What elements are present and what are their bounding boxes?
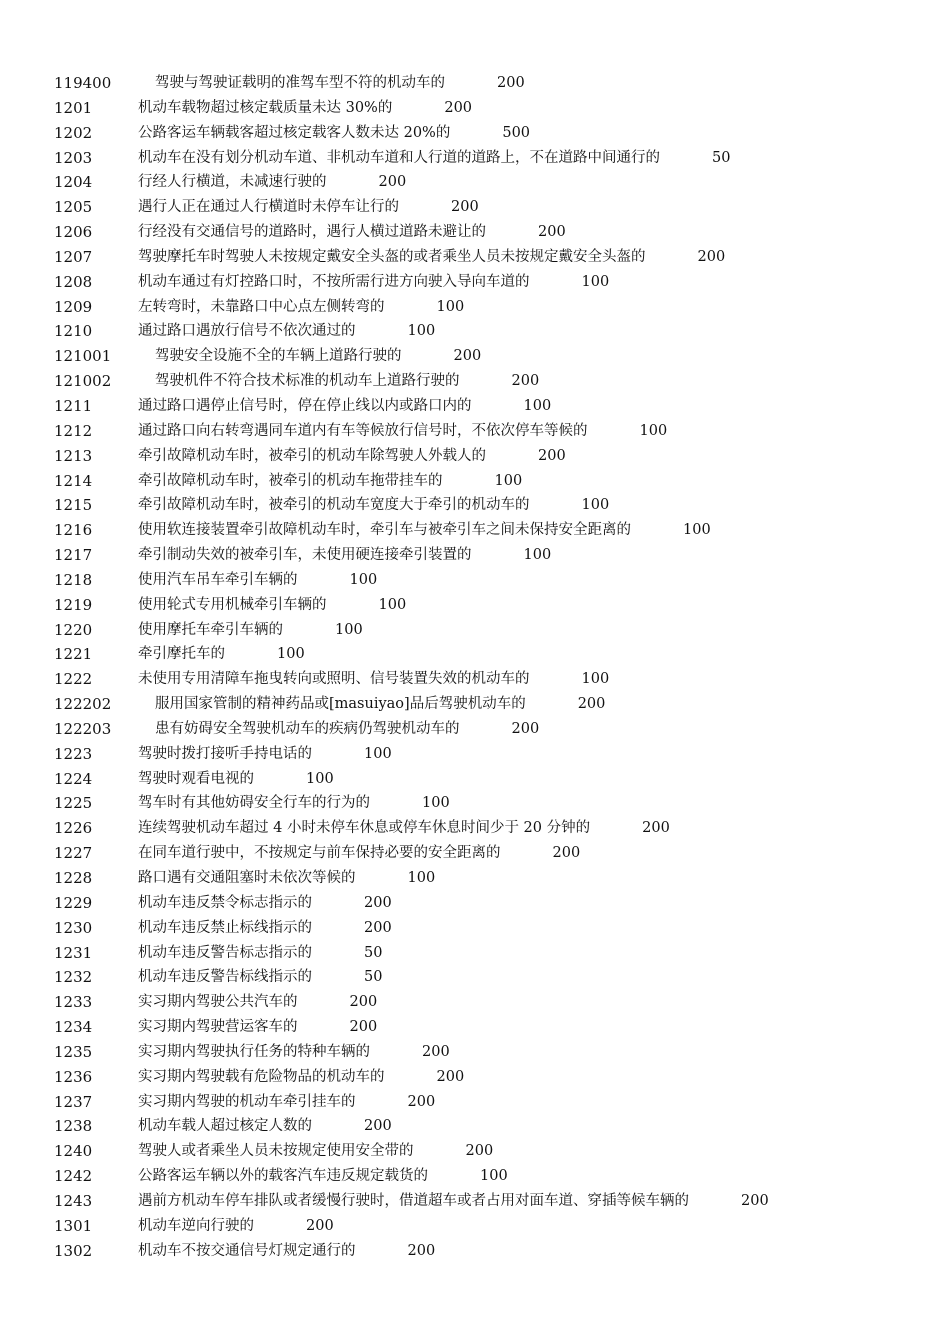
list-item [54, 692, 924, 717]
violation-code: 1224 [54, 769, 93, 788]
list-item [54, 941, 924, 966]
violation-code: 1216 [54, 521, 93, 540]
violation-code: 121002 [54, 372, 112, 391]
violation-description [138, 518, 711, 543]
violation-code: 1209 [54, 297, 93, 316]
fine-amount: 200 [364, 919, 392, 936]
violation-description [155, 71, 525, 96]
list-item [54, 916, 924, 941]
list-item [54, 791, 924, 816]
violation-description-text: 实习期内驾驶营运客车的 [138, 1019, 298, 1036]
violation-description [138, 941, 382, 966]
violation-description-text: 实习期内驾驶公共汽车的 [138, 994, 298, 1011]
violation-description [138, 1214, 334, 1239]
violation-description [138, 866, 435, 891]
fine-amount: 100 [378, 596, 407, 613]
list-item [54, 493, 924, 518]
violation-description-text: 使用摩托车牵引车辆的 [138, 621, 283, 638]
violation-description-text: 驾驶时拨打接听手持电话的 [138, 745, 312, 762]
violation-list [54, 71, 924, 1264]
violation-code: 1227 [54, 844, 93, 863]
violation-description-text: 路口遇有交通阻塞时未依次等候的 [138, 870, 356, 886]
violation-description [138, 568, 377, 593]
violation-description-text: 驾驶机件不符合技术标准的机动车上道路行驶的 [155, 373, 460, 390]
violation-description-text: 实习期内驾驶载有危险物品的机动车的 [138, 1068, 385, 1085]
fine-amount: 200 [497, 75, 525, 91]
violation-code: 1219 [54, 595, 93, 614]
violation-description [138, 642, 305, 667]
violation-description [138, 791, 450, 816]
list-item [54, 1189, 924, 1214]
violation-code: 1210 [54, 322, 93, 341]
list-item [54, 1015, 924, 1040]
list-item [54, 891, 924, 916]
violation-description-text: 患有妨碍安全驾驶机动车的疾病仍驾驶机动车的 [155, 720, 460, 737]
fine-amount: 200 [642, 820, 670, 837]
violation-description-text: 遇行人正在通过人行横道时未停车让行的 [138, 199, 399, 216]
fine-amount: 200 [349, 994, 378, 1011]
fine-amount: 200 [349, 1019, 378, 1036]
list-item [54, 642, 924, 667]
violation-description [138, 767, 334, 792]
violation-description [138, 419, 667, 444]
fine-amount: 200 [422, 1043, 450, 1060]
violation-description-text: 机动车通过有灯控路口时，不按所需行进方向驶入导向车道的 [138, 273, 530, 290]
violation-description-text: 牵引故障机动车时，被牵引的机动车宽度大于牵引的机动车的 [138, 497, 530, 514]
violation-code: 1242 [54, 1167, 93, 1186]
violation-description-text: 机动车违反禁令标志指示的 [138, 894, 312, 911]
violation-code: 1222 [54, 670, 93, 689]
list-item [54, 1239, 924, 1264]
violation-code: 1203 [54, 148, 93, 167]
violation-code: 1217 [54, 546, 93, 565]
violation-code: 1208 [54, 272, 93, 291]
violation-description-text: 行经人行横道，未减速行驶的 [138, 174, 327, 191]
violation-description-text: 在同车道行驶中，不按规定与前车保持必要的安全距离的 [138, 845, 501, 862]
violation-description-text: 使用汽车吊车牵引车辆的 [138, 571, 298, 588]
violation-description [138, 816, 670, 841]
violation-code: 1231 [54, 943, 93, 962]
violation-description-text: 牵引故障机动车时，被牵引的机动车拖带挂车的 [138, 472, 443, 489]
violation-description [155, 717, 539, 742]
violation-description-text: 使用软连接装置牵引故障机动车时，牵引车与被牵引车之间未保持安全距离的 [138, 522, 631, 539]
violation-description [138, 1239, 435, 1264]
violation-code: 1232 [54, 968, 93, 987]
list-item [54, 369, 924, 394]
list-item [54, 543, 924, 568]
list-item [54, 146, 924, 171]
violation-description [138, 220, 566, 245]
violation-description-text: 通过路口向右转弯遇同车道内有车等候放行信号时，不依次停车等候的 [138, 422, 588, 439]
violation-code: 1235 [54, 1042, 93, 1061]
list-item [54, 568, 924, 593]
violation-code: 1221 [54, 645, 93, 664]
fine-amount: 100 [436, 298, 465, 315]
violation-code: 1225 [54, 794, 93, 813]
violation-description [138, 319, 435, 344]
fine-amount: 100 [422, 795, 450, 812]
violation-description-text: 驾驶安全设施不全的车辆上道路行驶的 [155, 348, 402, 365]
fine-amount: 200 [577, 696, 606, 713]
violation-description-text: 牵引摩托车的 [138, 646, 225, 663]
fine-amount: 200 [364, 1118, 392, 1135]
list-item [54, 841, 924, 866]
fine-amount: 200 [538, 447, 566, 464]
list-item [54, 469, 924, 494]
violation-description [138, 146, 730, 171]
violation-description-text: 实习期内驾驶的机动车牵引挂车的 [138, 1093, 356, 1110]
violation-code: 1220 [54, 620, 93, 639]
list-item [54, 866, 924, 891]
fine-amount: 50 [364, 969, 383, 986]
violation-code: 1213 [54, 446, 93, 465]
list-item [54, 593, 924, 618]
violation-description [138, 1015, 377, 1040]
violation-code: 119400 [54, 74, 112, 92]
fine-amount: 100 [581, 671, 610, 688]
violation-code: 121001 [54, 347, 112, 366]
violation-description [138, 295, 464, 320]
violation-code: 1215 [54, 496, 93, 515]
fine-amount: 100 [494, 472, 523, 489]
violation-code: 1201 [54, 98, 93, 117]
list-item [54, 1040, 924, 1065]
list-item [54, 717, 924, 742]
list-item [54, 1214, 924, 1239]
fine-amount: 100 [306, 770, 334, 787]
fine-amount: 200 [741, 1192, 769, 1209]
violation-description-text: 使用轮式专用机械牵引车辆的 [138, 596, 327, 613]
violation-description [138, 1040, 450, 1065]
violation-description [138, 394, 551, 419]
list-item [54, 170, 924, 195]
fine-amount: 200 [436, 1068, 465, 1085]
violation-description-text: 牵引制动失效的被牵引车，未使用硬连接牵引装置的 [138, 547, 472, 564]
fine-amount: 200 [511, 720, 540, 737]
violation-description-text: 机动车违反禁止标线指示的 [138, 919, 312, 936]
violation-description [155, 369, 539, 394]
violation-description [138, 1189, 769, 1214]
violation-description-text: 机动车在没有划分机动车道、非机动车道和人行道的道路上，不在道路中间通行的 [138, 149, 660, 166]
fine-amount: 100 [523, 547, 552, 564]
violation-description-text: 左转弯时，未靠路口中心点左侧转弯的 [138, 298, 385, 315]
fine-amount: 100 [335, 621, 363, 638]
fine-amount: 100 [407, 870, 436, 886]
violation-description-text: 牵引故障机动车时，被牵引的机动车除驾驶人外载人的 [138, 447, 486, 464]
list-item [54, 195, 924, 220]
fine-amount: 200 [538, 224, 566, 241]
violation-description-text: 行经没有交通信号的道路时，遇行人横过道路未避让的 [138, 224, 486, 241]
fine-amount: 200 [364, 894, 392, 911]
list-item [54, 245, 924, 270]
fine-amount: 100 [407, 323, 436, 340]
list-item [54, 990, 924, 1015]
violation-code: 1204 [54, 173, 93, 192]
violation-code: 1301 [54, 1216, 93, 1235]
list-item [54, 270, 924, 295]
violation-description [138, 1065, 464, 1090]
violation-description [138, 493, 609, 518]
violation-description-text: 驾驶人或者乘坐人员未按规定使用安全带的 [138, 1143, 414, 1160]
violation-description-text: 遇前方机动车停车排队或者缓慢行驶时，借道超车或者占用对面车道、穿插等候车辆的 [138, 1192, 689, 1209]
violation-code: 1207 [54, 247, 93, 266]
violation-description [138, 1139, 493, 1164]
list-item [54, 1164, 924, 1189]
violation-description [138, 245, 725, 270]
violation-code: 1226 [54, 819, 93, 838]
violation-code: 1230 [54, 918, 93, 937]
list-item [54, 394, 924, 419]
list-item [54, 96, 924, 121]
fine-amount: 50 [712, 149, 731, 166]
list-item [54, 295, 924, 320]
violation-description-text: 连续驾驶机动车超过 4 小时未停车休息或停车休息时间少于 20 分钟的 [138, 820, 591, 837]
fine-amount: 100 [364, 745, 392, 762]
violation-code: 1206 [54, 223, 93, 242]
violation-description [155, 692, 605, 717]
list-item [54, 965, 924, 990]
list-item [54, 618, 924, 643]
violation-description-text: 实习期内驾驶执行任务的特种车辆的 [138, 1043, 370, 1060]
violation-description-text: 驾驶与驾驶证载明的准驾车型不符的机动车的 [155, 75, 445, 91]
fine-amount: 200 [444, 99, 473, 116]
violation-description [138, 965, 382, 990]
list-item [54, 518, 924, 543]
violation-description [138, 121, 530, 146]
violation-code: 122203 [54, 719, 112, 738]
fine-amount: 100 [683, 522, 711, 539]
violation-description [138, 742, 392, 767]
violation-code: 1229 [54, 893, 93, 912]
violation-description-text: 机动车不按交通信号灯规定通行的 [138, 1242, 356, 1259]
violation-description [138, 593, 406, 618]
violation-code: 1228 [54, 869, 93, 887]
violation-description [138, 469, 522, 494]
violation-description-text: 驾驶时观看电视的 [138, 770, 254, 787]
violation-code: 1205 [54, 198, 93, 217]
fine-amount: 200 [465, 1143, 494, 1160]
violation-description [155, 344, 481, 369]
fine-amount: 100 [639, 422, 668, 439]
list-item [54, 71, 924, 96]
violation-code: 1218 [54, 570, 93, 589]
violation-description-text: 公路客运车辆载客超过核定载客人数未达 20%的 [138, 124, 451, 141]
violation-code: 1212 [54, 421, 93, 440]
violation-code: 1237 [54, 1092, 93, 1111]
list-item [54, 1139, 924, 1164]
list-item [54, 1114, 924, 1139]
list-item [54, 319, 924, 344]
violation-description-text: 机动车载物超过核定载质量未达 30%的 [138, 99, 393, 116]
violation-description [138, 444, 566, 469]
violation-description [138, 841, 580, 866]
violation-description [138, 270, 609, 295]
violation-code: 1243 [54, 1191, 93, 1210]
fine-amount: 100 [277, 646, 305, 663]
fine-amount: 200 [306, 1217, 334, 1234]
fine-amount: 200 [697, 248, 726, 265]
violation-description-text: 驾车时有其他妨碍安全行车的行为的 [138, 795, 370, 812]
violation-code: 1240 [54, 1142, 93, 1161]
list-item [54, 419, 924, 444]
violation-code: 1302 [54, 1241, 93, 1260]
violation-description [138, 916, 392, 941]
list-item [54, 121, 924, 146]
violation-code: 1238 [54, 1117, 93, 1136]
list-item [54, 220, 924, 245]
fine-amount: 100 [523, 397, 552, 414]
violation-description-text: 驾驶摩托车时驾驶人未按规定戴安全头盔的或者乘坐人员未按规定戴安全头盔的 [138, 248, 646, 265]
violation-description [138, 170, 406, 195]
list-item [54, 742, 924, 767]
list-item [54, 667, 924, 692]
violation-description-text: 服用国家管制的精神药品或[masuiyao]品后驾驶机动车的 [155, 696, 526, 713]
fine-amount: 200 [407, 1093, 436, 1110]
violation-description [138, 1114, 392, 1139]
fine-amount: 100 [349, 571, 378, 588]
violation-description [138, 1164, 508, 1189]
list-item [54, 1090, 924, 1115]
fine-amount: 200 [511, 373, 540, 390]
fine-amount: 500 [502, 124, 531, 141]
fine-amount: 200 [378, 174, 407, 191]
violation-description [138, 195, 479, 220]
list-item [54, 344, 924, 369]
violation-code: 1214 [54, 471, 93, 490]
violation-description-text: 通过路口遇放行信号不依次通过的 [138, 323, 356, 340]
violation-code: 122202 [54, 695, 112, 714]
violation-description [138, 990, 377, 1015]
violation-description [138, 667, 609, 692]
violation-description-text: 通过路口遇停止信号时，停在停止线以内或路口内的 [138, 397, 472, 414]
violation-description [138, 618, 363, 643]
violation-description-text: 机动车载人超过核定人数的 [138, 1118, 312, 1135]
fine-amount: 50 [364, 944, 383, 961]
fine-amount: 200 [407, 1242, 436, 1259]
violation-code: 1211 [54, 396, 93, 415]
fine-amount: 100 [581, 497, 610, 514]
fine-amount: 200 [453, 348, 482, 365]
violation-description-text: 未使用专用清障车拖曳转向或照明、信号装置失效的机动车的 [138, 671, 530, 688]
list-item [54, 1065, 924, 1090]
violation-code: 1233 [54, 993, 93, 1012]
fine-amount: 200 [451, 199, 479, 216]
violation-description [138, 1090, 435, 1115]
fine-amount: 200 [552, 845, 581, 862]
violation-description-text: 公路客运车辆以外的载客汽车违反规定载货的 [138, 1168, 428, 1185]
fine-amount: 100 [480, 1168, 508, 1185]
list-item [54, 444, 924, 469]
fine-amount: 100 [581, 273, 610, 290]
violation-description-text: 机动车逆向行驶的 [138, 1217, 254, 1234]
violation-code: 1234 [54, 1018, 93, 1037]
list-item [54, 767, 924, 792]
violation-description [138, 96, 472, 121]
violation-code: 1223 [54, 744, 93, 763]
violation-description [138, 543, 551, 568]
violation-description-text: 机动车违反警告标志指示的 [138, 944, 312, 961]
violation-description [138, 891, 392, 916]
violation-code: 1202 [54, 123, 93, 142]
violation-code: 1236 [54, 1067, 93, 1086]
list-item [54, 816, 924, 841]
violation-description-text: 机动车违反警告标线指示的 [138, 969, 312, 986]
